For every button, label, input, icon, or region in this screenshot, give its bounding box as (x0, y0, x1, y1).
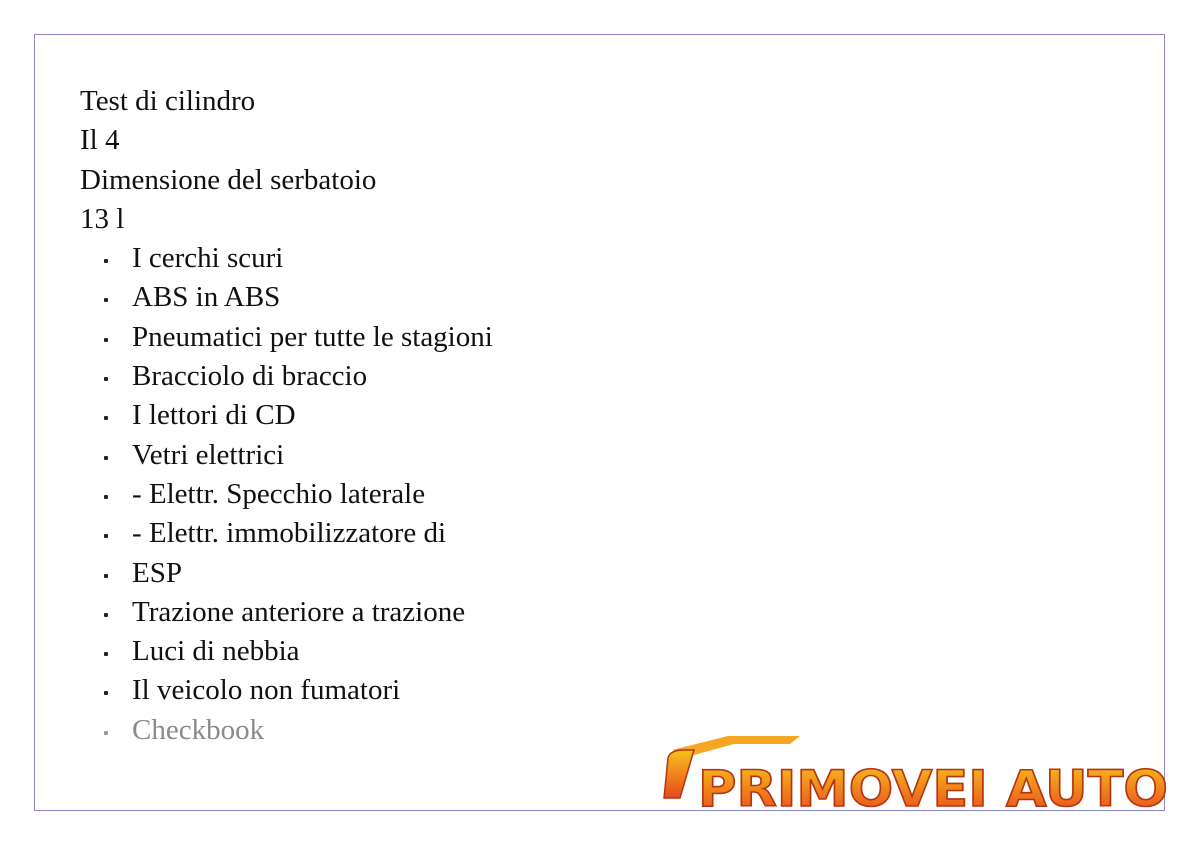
logo-wordmark: PRIMOVEI AUTO (698, 760, 1168, 818)
bullet-icon (104, 574, 108, 578)
bullet-icon (104, 691, 108, 695)
list-item (80, 671, 493, 710)
feature-label: Checkbook (132, 713, 265, 746)
bullet-icon (104, 731, 108, 735)
feature-label: Bracciolo di braccio (132, 360, 368, 393)
logo-swoosh-accent (664, 750, 694, 798)
feature-label: ESP (132, 556, 182, 589)
bullet-icon (104, 613, 108, 617)
feature-label: Vetri elettrici (132, 438, 285, 471)
feature-label: - Elettr. Specchio laterale (132, 477, 426, 510)
list-item (80, 554, 493, 593)
bullet-icon (104, 259, 108, 263)
feature-label: Luci di nebbia (132, 635, 300, 668)
feature-label: - Elettr. immobilizzatore di (132, 517, 447, 550)
list-item (80, 396, 493, 435)
spec-label-tank-size: Dimensione del serbatoio (80, 163, 377, 196)
feature-label: ABS in ABS (132, 281, 281, 314)
list-item (80, 318, 493, 357)
spec-value-cylinders: Il 4 (80, 124, 120, 157)
list-item (80, 711, 493, 750)
bullet-icon (104, 534, 108, 538)
list-item (80, 436, 493, 475)
bullet-icon (104, 456, 108, 460)
bullet-icon (104, 377, 108, 381)
list-item (80, 357, 493, 396)
spec-label-cylinder-test: Test di cilindro (80, 85, 256, 117)
bullet-icon (104, 298, 108, 302)
feature-label: I lettori di CD (132, 399, 296, 432)
feature-label: Pneumatici per tutte le stagioni (132, 320, 493, 353)
list-item (80, 514, 493, 553)
list-item (80, 593, 493, 632)
spec-value-tank-size: 13 l (80, 202, 125, 235)
list-item (80, 632, 493, 671)
feature-label: I cerchi scuri (132, 242, 284, 275)
feature-label: Trazione anteriore a trazione (132, 595, 466, 628)
bullet-icon (104, 495, 108, 499)
list-item (80, 278, 493, 317)
list-item (80, 475, 493, 514)
feature-label: Il veicolo non fumatori (132, 674, 401, 707)
bullet-icon (104, 338, 108, 342)
content-area (80, 82, 493, 750)
bullet-icon (104, 416, 108, 420)
primovei-auto-logo (650, 728, 1190, 818)
bullet-icon (104, 652, 108, 656)
feature-list (80, 239, 493, 750)
list-item (80, 239, 493, 278)
